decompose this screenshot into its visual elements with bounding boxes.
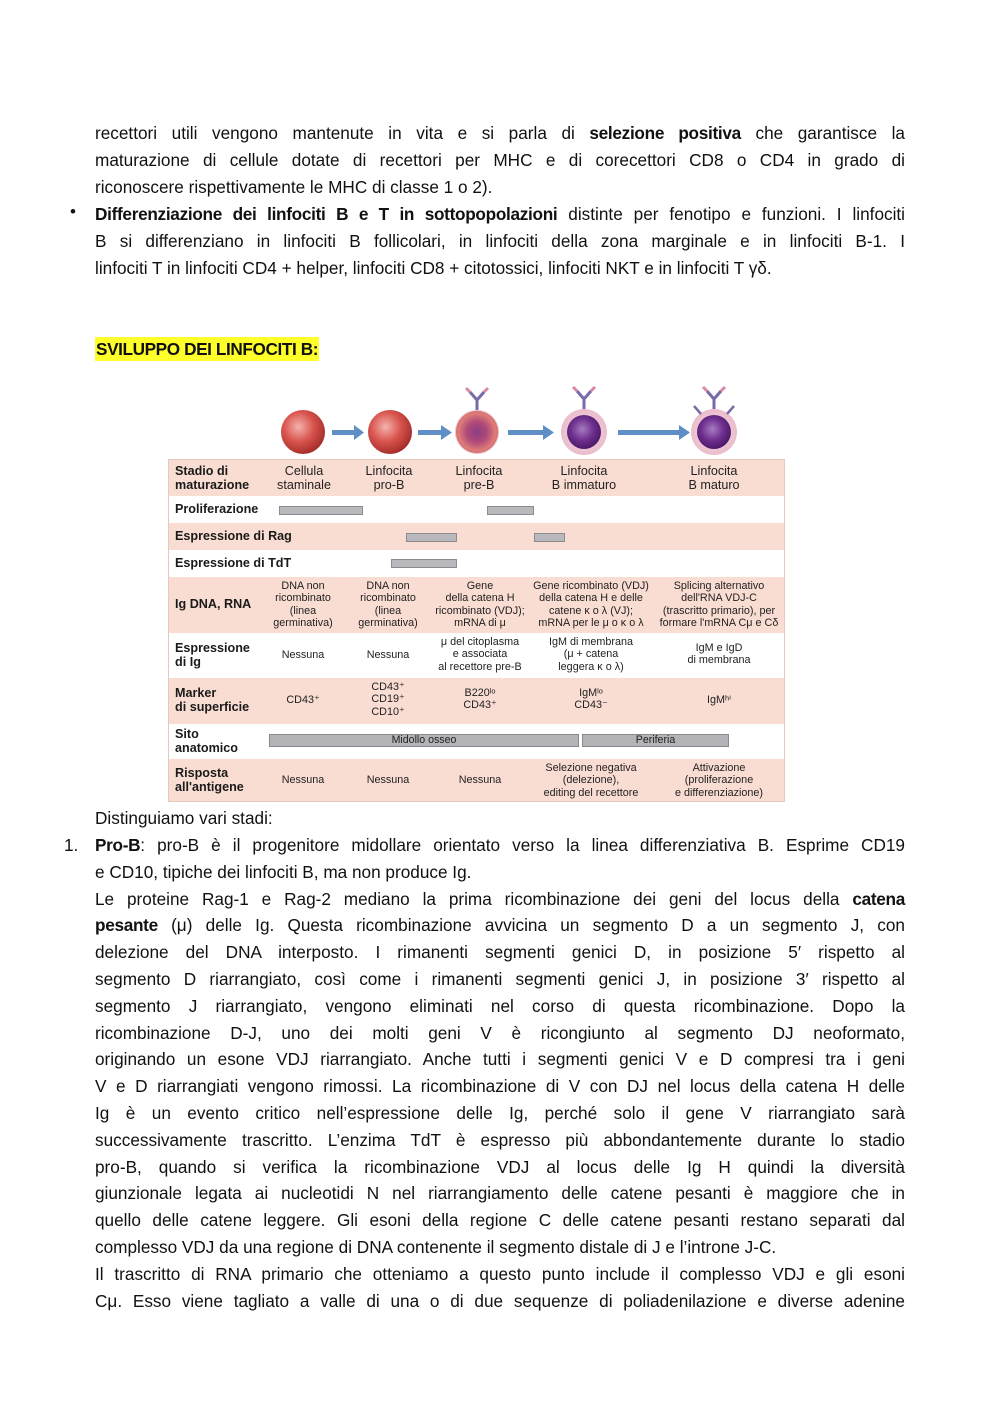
table-cell: IgM di membrana (μ + catena leggera κ o λ): [548, 636, 633, 673]
stem-cell-icon: [281, 410, 325, 454]
line: segmento D riarrangiato, così come i rimanenti segmenti genici J, in posizione 3′ rispetto al: [95, 968, 905, 989]
line: Il trascritto di RNA primario che otteniamo a questo punto include il complesso VDJ e gli esoni: [95, 1263, 905, 1284]
table-cell: μ del citoplasma e associata al recettore pre-B: [438, 636, 522, 673]
top-paragraph: [95, 120, 905, 200]
line: [95, 912, 905, 939]
column-header: Linfocita pre-B: [455, 464, 503, 492]
maturation-table: [168, 459, 785, 802]
table-row: [169, 759, 784, 801]
row-label: Espressione di Rag: [175, 529, 292, 543]
periphery-bar: Periferia: [582, 734, 729, 747]
column-header: Linfocita B immaturo: [551, 464, 617, 492]
table-row: [169, 577, 784, 633]
table-cell: Nessuna: [366, 774, 410, 786]
bold-term: pesante: [95, 915, 158, 936]
table-cell: DNA non ricombinato (linea germinativa): [358, 580, 418, 630]
tdt-bar: [391, 559, 457, 568]
table-cell: Nessuna: [458, 774, 502, 786]
table-cell: Nessuna: [366, 649, 410, 661]
table-cell: Nessuna: [281, 649, 325, 661]
paragraph-body: [95, 939, 905, 1314]
arrow-icon: [332, 425, 364, 440]
proliferation-bar: [279, 506, 363, 515]
table-cell: Splicing alternativo dell'RNA VDJ-C (trascritto primario), per formare l'mRNA Cμ e Cδ: [659, 580, 779, 630]
column-header: Cellula staminale: [277, 464, 331, 492]
line: ricombinazione D-J, uno dei molti geni V è ricongiunto al segmento DJ neoformato,: [95, 1022, 905, 1043]
line: Ig è un evento critico nell’espressione delle Ig, perché solo il gene V riarrangiato sarà: [95, 1102, 905, 1123]
table-row: [169, 460, 784, 496]
row-label: Marker di superficie: [175, 686, 250, 714]
text: recettori utili vengono mantenute in vita e si parla di: [95, 123, 590, 143]
line: pro-B, quando si verifica la ricombinazione VDJ al locus delle Ig H quindi la diversità: [95, 1156, 905, 1177]
text: (μ) delle Ig. Questa ricombinazione avvicina un segmento D a un segmento J, con: [157, 915, 905, 936]
line: complesso VDJ da una regione di DNA contenente il segmento distale di J e l’introne J-C.: [95, 1236, 777, 1257]
rag-bar: [406, 533, 457, 542]
table-cell: Gene della catena H ricombinato (VDJ); mRNA di μ: [435, 580, 525, 630]
cell-stages-illustration: [168, 386, 785, 458]
line: maturazione di cellule dotate di recettori per MHC e di corecettori CD8 o CD4 in grado di: [95, 149, 905, 170]
line: giunzionale legata ai nucleotidi N nel riarrangiamento delle catene pesanti è maggiore che in: [95, 1183, 905, 1204]
bullet-icon: •: [70, 202, 76, 221]
line: segmento J riarrangiato, vengono eliminati nel corso di questa ricombinazione. Dopo la: [95, 995, 905, 1016]
bold-term: Differenziazione dei linfociti B e T in sottopopolazioni: [95, 204, 558, 224]
table-row: [169, 550, 784, 577]
line: V e D riarrangiati vengono rimossi. La ricombinazione di V con DJ nel locus della catena H delle: [95, 1076, 905, 1097]
line: e CD10, tipiche dei linfociti B, ma non produce Ig.: [95, 861, 472, 882]
table-row: [169, 496, 784, 523]
table-cell: CD43⁺ CD19⁺ CD10⁺: [371, 681, 405, 718]
table-cell: Attivazione (proliferazione e differenziazione): [674, 762, 764, 799]
table-cell: Selezione negativa (delezione), editing del recettore: [543, 762, 639, 799]
table-row: [169, 523, 784, 550]
arrow-icon: [508, 425, 554, 440]
b-cell-development-figure: [168, 386, 785, 802]
row-label: Espressione di Ig: [175, 641, 250, 669]
intro-line: Distinguiamo vari stadi:: [95, 808, 273, 828]
proliferation-bar: [487, 506, 534, 515]
table-row: [169, 724, 784, 759]
arrow-icon: [618, 425, 690, 440]
list-item-pro-b: [95, 832, 905, 1314]
text: : pro-B è il progenitore midollare orientato verso la linea differenziativa B. Esprime CD19: [140, 835, 905, 855]
line: [95, 120, 905, 147]
line: successivamente trascritto. L’enzima TdT è espresso più abbondantemente durante lo stadio: [95, 1129, 905, 1150]
text: Le proteine Rag-1 e Rag-2 mediano la prima ricombinazione dei geni del locus della: [95, 888, 853, 909]
table-cell: IgMʰⁱ: [706, 694, 732, 706]
row-label: Risposta all'antigene: [175, 766, 244, 794]
row-label: Proliferazione: [175, 502, 259, 516]
bold-term: catena: [852, 888, 905, 909]
table-cell: IgMˡᵒ CD43⁻: [574, 687, 608, 712]
column-header: Linfocita pro-B: [365, 464, 413, 492]
row-label: Sito anatomico: [175, 727, 238, 755]
line: originando un esone VDJ riarrangiato. Anche tutti i segmenti genici V e D compresi tra i geni: [95, 1049, 905, 1070]
rag-bar: [534, 533, 565, 542]
bold-term: selezione positiva: [589, 123, 741, 143]
table-row: [169, 633, 784, 678]
line: linfociti T in linfociti CD4 + helper, linfociti CD8 + citotossici, linfociti NKT e in linfociti T γδ.: [95, 257, 772, 278]
table-cell: CD43⁺: [286, 694, 320, 706]
line: riconoscere rispettivamente le MHC di classe 1 o 2).: [95, 176, 493, 197]
line: [95, 832, 905, 859]
pro-b-cell-icon: [368, 410, 412, 454]
bone-marrow-bar: Midollo osseo: [269, 734, 579, 747]
line: quello delle catene leggere. Gli esoni della regione C delle catene pesanti restano separati dal: [95, 1210, 905, 1231]
section-heading: SVILUPPO DEI LINFOCITI B:: [96, 339, 319, 359]
line: [95, 886, 905, 913]
table-cell: DNA non ricombinato (linea germinativa): [273, 580, 333, 630]
table-cell: IgM e IgD di membrana: [687, 642, 751, 667]
list-number: 1.: [64, 835, 79, 855]
row-label: Ig DNA, RNA: [175, 597, 252, 611]
immature-b-cell-icon: [561, 387, 607, 455]
line: delezione del DNA interposto. I rimanenti segmenti genici D, in posizione 5′ rispetto al: [95, 942, 905, 963]
arrow-icon: [418, 425, 452, 440]
mature-b-cell-icon: [691, 387, 737, 455]
table-cell: Nessuna: [281, 774, 325, 786]
table-cell: Gene ricombinato (VDJ) della catena H e delle catene κ o λ (VJ); mRNA per le μ o κ o λ: [533, 580, 649, 630]
bullet-paragraph: [95, 201, 905, 281]
table-cell: B220ˡᵒ CD43⁺: [463, 687, 497, 712]
text: distinte per fenotipo e funzioni. I linfociti: [557, 204, 906, 224]
text: che garantisce la: [740, 123, 905, 143]
line: Cμ. Esso viene tagliato a valle di una o di due sequenze di poliadenilazione e diverse adenine: [95, 1290, 905, 1311]
line: B si differenziano in linfociti B follicolari, in linfociti della zona marginale e in linfociti B-1. I: [95, 230, 905, 251]
pre-b-cell-icon: [455, 388, 499, 454]
table-row: [169, 678, 784, 724]
row-label: Espressione di TdT: [175, 556, 292, 570]
bold-term: Pro-B: [95, 835, 141, 855]
line: [95, 201, 905, 228]
column-header: Linfocita B maturo: [688, 464, 740, 492]
row-label: Stadio di maturazione: [175, 464, 250, 492]
